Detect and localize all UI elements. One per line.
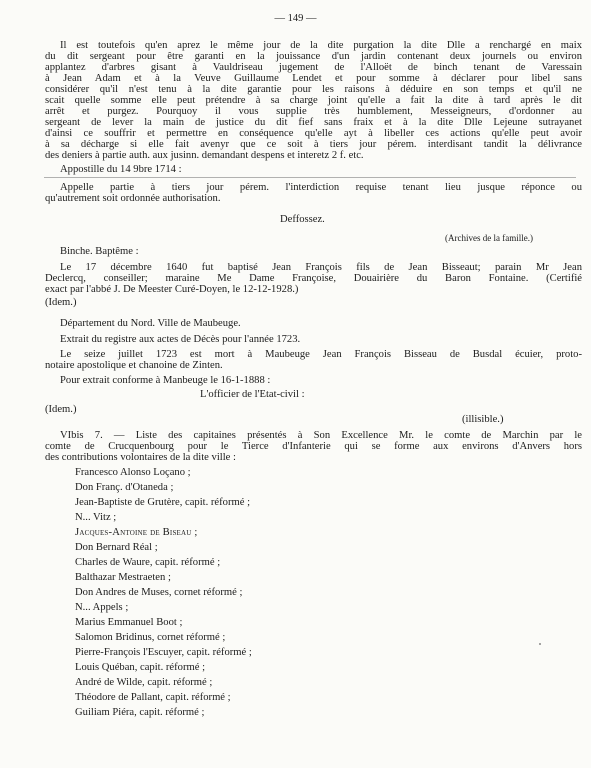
captains-intro: des contributions volontaires de la dite ville :	[45, 452, 236, 463]
captain-name: Pierre-François l'Escuyer, capit. réformé ;	[75, 647, 252, 658]
death-line: notaire apostolique et chanoine de Zinten.	[45, 360, 223, 371]
petition-line: scait quelle somme elle peut prétendre à sa charge joint qu'elle a fait la dite à tard après le dit	[45, 95, 582, 106]
petition-line: d'ainsi ce souffrir et permettre en conséquence qu'elle ayt à libeller ces actions qu'elle peut avoir	[45, 128, 582, 139]
petition-line: des deniers à partie auth. aux jusinn. demandant despens et interetz 2 f. etc.	[45, 150, 364, 161]
reply-line: Appelle partie à tiers jour pérem. l'interdiction requise tenant lieu jusque réponce ou	[60, 182, 582, 193]
death-line: Pour extrait conforme à Manbeuge le 16-1-1888 :	[60, 375, 271, 386]
captain-name: N... Vitz ;	[75, 512, 117, 523]
apostille: Appostille du 14 9bre 1714 :	[60, 164, 182, 175]
captain-name: Louis Québan, capit. réformé ;	[75, 662, 206, 673]
death-line: Département du Nord. Ville de Maubeuge.	[60, 318, 241, 329]
petition-line: sergeant de lever la main de justice du dit fief sans fraix et à la dite Dlle Lejeune sutrayanet	[45, 117, 582, 128]
petition-line: du dit sergeant pour être garanti en la jouissance d'un jardin contenant deux journels ou environ	[45, 51, 582, 62]
captain-name: Balthazar Mestraeten ;	[75, 572, 171, 583]
reply-line: qu'autrement soit ordonnée authorisation.	[45, 193, 221, 204]
source-note: (Idem.)	[45, 404, 77, 415]
captain-name: Guiliam Piéra, capit. réformé ;	[75, 707, 205, 718]
captain-name: Don Franç. d'Otaneda ;	[75, 482, 174, 493]
source-note: (Archives de la famille.)	[445, 233, 533, 243]
captain-name: Jean-Baptiste de Grutère, capit. réformé ;	[75, 497, 251, 508]
captain-name: Don Bernard Réal ;	[75, 542, 158, 553]
officer-title: L'officier de l'Etat-civil :	[200, 389, 305, 400]
print-speck	[539, 643, 541, 645]
captain-name: Salomon Bridinus, cornet réformé ;	[75, 632, 226, 643]
baptism-line: exact par l'abbé J. De Meester Curé-Doyen, le 12-12-1928.)	[45, 284, 299, 295]
petition-line: à sa décharge si elle fait avenyr que ce soit à tiers jour pérem. interdisant tandit la délivrance	[45, 139, 582, 150]
baptism-line: Le 17 décembre 1640 fut baptisé Jean François fils de Jean Bisseaut; parain Mr Jean	[60, 262, 582, 273]
captain-name: Théodore de Pallant, capit. réformé ;	[75, 692, 231, 703]
captain-name: Don Andres de Muses, cornet réformé ;	[75, 587, 243, 598]
captain-name: Charles de Waure, capit. réformé ;	[75, 557, 221, 568]
signature-deffossez: Deffossez.	[280, 214, 325, 225]
petition-line: considérer qu'il n'est tenu à la dite garantie pour les raisons à déduire en son temps et qu'il ne	[45, 84, 582, 95]
baptism-heading: Binche. Baptême :	[60, 246, 139, 257]
captain-name: N... Appels ;	[75, 602, 129, 613]
petition-line: arrêt et purgez. Pourquoy il vous supplie très humblement, Messeigneurs, d'ordonner au	[45, 106, 582, 117]
death-line: Le seize juillet 1723 est mort à Maubeuge Jean François Bisseau de Busdal écuier, proto-	[60, 349, 582, 360]
source-note: (Idem.)	[45, 297, 77, 308]
captain-name: Francesco Alonso Loçano ;	[75, 467, 191, 478]
captains-intro: VIbis 7. — Liste des capitaines présentés à Son Excellence Mr. le comte de Marchin par le	[60, 430, 582, 441]
captain-name: André de Wilde, capit. réformé ;	[75, 677, 213, 688]
petition-line: applantez d'arbres gisant à Vauldriseau jugement de l'Alloët de binch tenant de Varessain	[45, 62, 582, 73]
death-line: Extrait du registre aux actes de Décès pour l'année 1723.	[60, 334, 301, 345]
captain-name: Marius Emmanuel Boot ;	[75, 617, 183, 628]
petition-line: Il est toutefois qu'en aprez le même jour de la dite purgation la dite Dlle a renchargé en maix	[60, 40, 582, 51]
captains-intro: comte de Crucquenbourg pour le Tierce d'Infanterie qui se forme aux environs d'Anvers hors	[45, 441, 582, 452]
signature-illegible: (illisible.)	[462, 414, 504, 425]
petition-line: à Jean Adam et à la Veuve Guillaume Lendet et pour somme à déclarer pour libel sans	[45, 73, 582, 84]
page-number: — 149 —	[274, 13, 317, 24]
captain-name: Jacques-Antoine de Biseau ;	[75, 527, 198, 538]
baptism-line: Declercq, conseiller; maraine Me Dame Françoise, Douairière du Baron Fontaine. (Certifié	[45, 273, 582, 284]
separator-line	[44, 177, 576, 178]
